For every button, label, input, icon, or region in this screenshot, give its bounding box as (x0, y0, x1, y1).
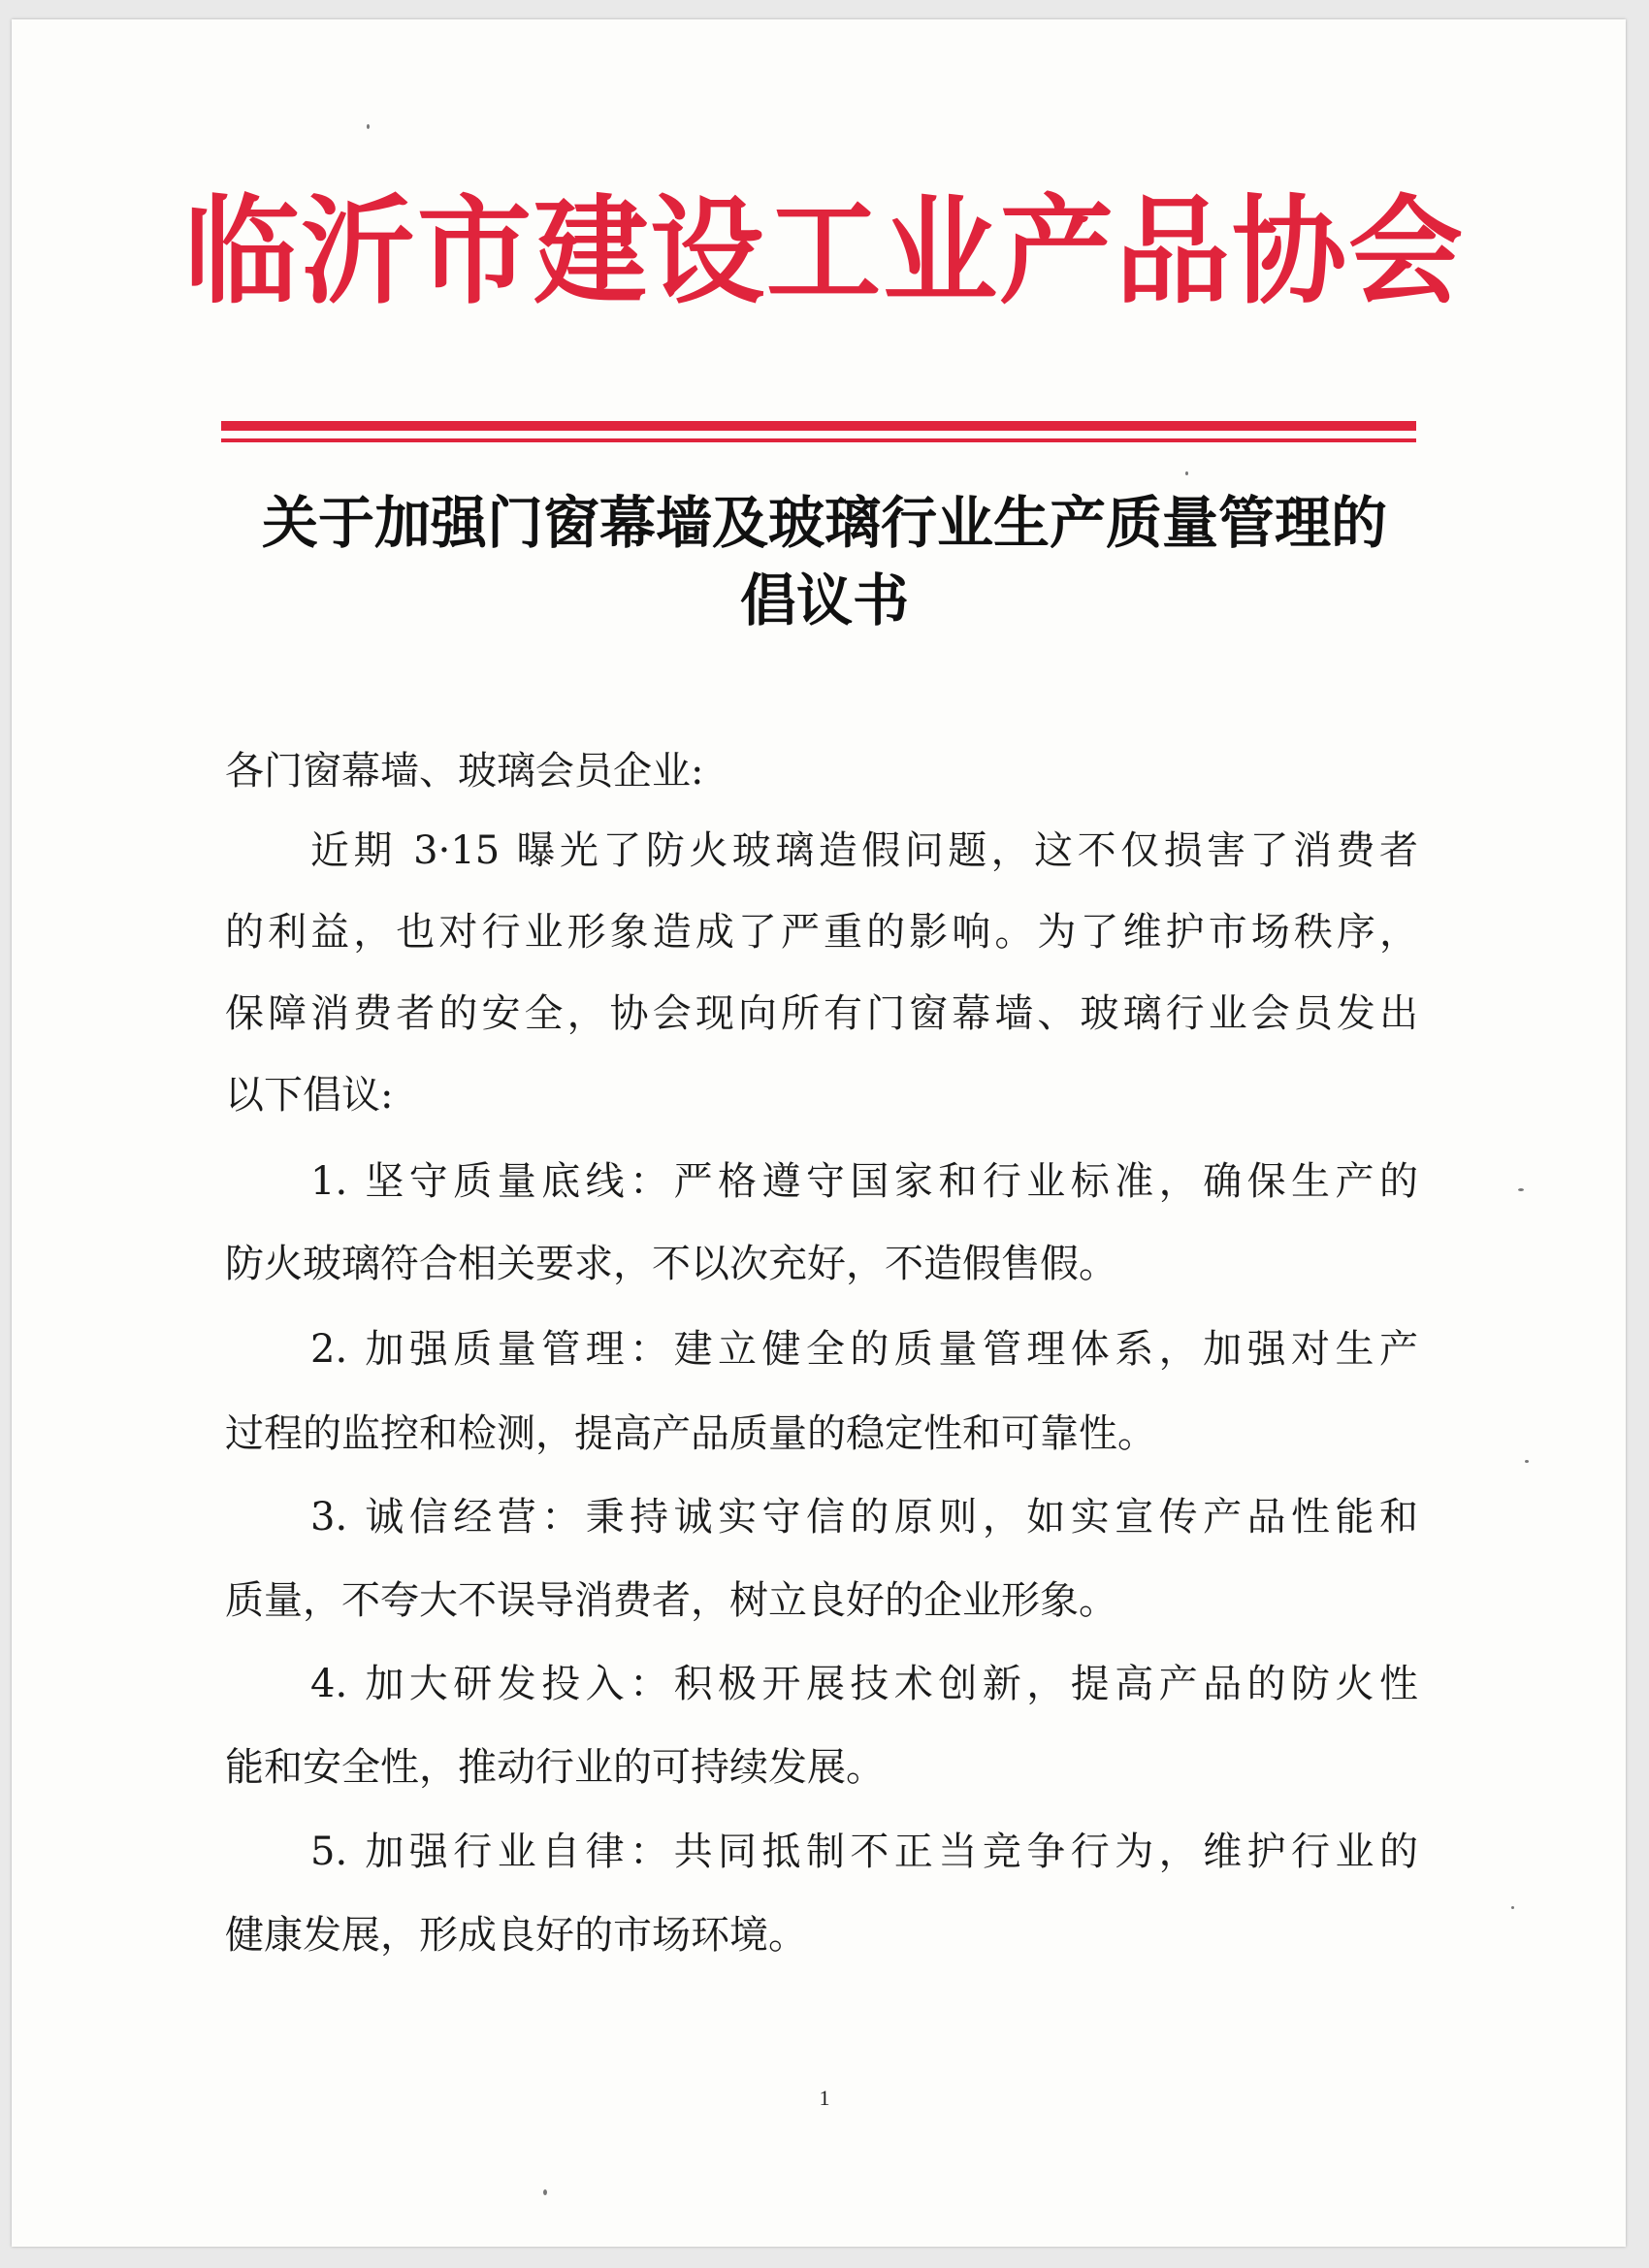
proposal-1-line: 1. 坚守质量底线：严格遵守国家和行业标准，确保生产的 (310, 1159, 1418, 1204)
proposal-4-line: 能和安全性，推动行业的可持续发展。 (225, 1745, 885, 1790)
intro-line: 近期 3·15 曝光了防火玻璃造假问题，这不仅损害了消费者 (310, 828, 1418, 873)
scan-speck (1185, 471, 1188, 475)
proposal-5-line: 健康发展，形成良好的市场环境。 (225, 1913, 807, 1958)
document-title-line-1: 关于加强门窗幕墙及玻璃行业生产质量管理的 (261, 490, 1387, 556)
letterhead-rule-thin (221, 438, 1416, 442)
scan-speck (1525, 1460, 1529, 1463)
scan-speck (367, 124, 370, 129)
proposal-2-line: 过程的监控和检测，提高产品质量的稳定性和可靠性。 (225, 1411, 1156, 1456)
scan-speck (1518, 1188, 1524, 1191)
proposal-4-line: 4. 加大研发投入：积极开展技术创新，提高产品的防火性 (310, 1662, 1418, 1706)
letterhead-organization-name: 临沂市建设工业产品协会 (183, 182, 1465, 320)
proposal-2-line: 2. 加强质量管理：建立健全的质量管理体系，加强对生产 (310, 1327, 1418, 1372)
intro-line: 的利益，也对行业形象造成了严重的影响。为了维护市场秩序， (225, 910, 1418, 955)
proposal-1-line: 防火玻璃符合相关要求，不以次充好，不造假售假。 (225, 1242, 1117, 1286)
letterhead-rule-thick (221, 421, 1416, 431)
proposal-3-line: 3. 诚信经营：秉持诚实守信的原则，如实宣传产品性能和 (310, 1495, 1418, 1539)
scan-speck (543, 2189, 547, 2195)
document-title-line-2: 倡议书 (739, 567, 909, 633)
scan-speck (1511, 1906, 1514, 1909)
proposal-3-line: 质量，不夸大不误导消费者，树立良好的企业形象。 (225, 1578, 1117, 1623)
proposal-5-line: 5. 加强行业自律：共同抵制不正当竞争行为，维护行业的 (310, 1830, 1418, 1874)
intro-line: 保障消费者的安全，协会现向所有门窗幕墙、玻璃行业会员发出 (225, 991, 1418, 1036)
page-number: 1 (819, 2086, 830, 2110)
intro-line: 以下倡议: (225, 1073, 394, 1118)
salutation: 各门窗幕墙、玻璃会员企业: (225, 749, 704, 794)
